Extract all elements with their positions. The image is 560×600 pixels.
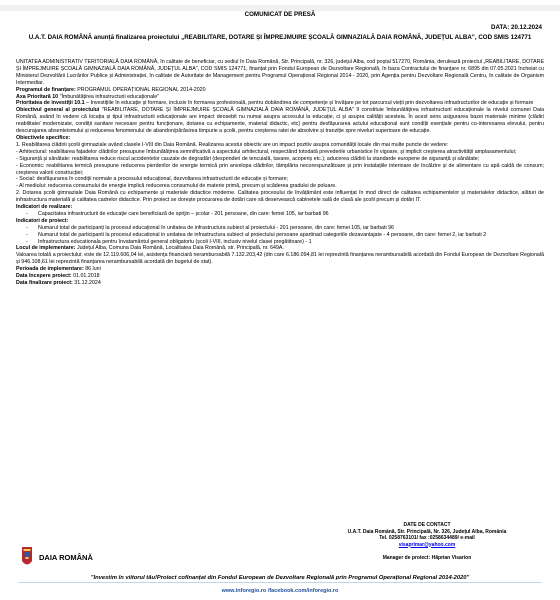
header-area (0, 5, 560, 29)
so1-item: - Arhitectural: reabilitarea fațadelor clădirilor presupune îmbunătățirea semnificativă a aspectului arhitectural, respectând totodată prevederile urbanistice în vigoare, și implicit creșterea atractivității amplasamentului; (16, 148, 517, 155)
document-body (16, 59, 544, 287)
so1-item: - Social: desfășurarea în condiții normale a procesului educațional, dezvoltarea infrastructurii de educație și formare; (16, 176, 289, 183)
coat-of-arms-icon (14, 545, 112, 571)
realization-indicators-label: Indicatori de realizare: (16, 204, 73, 211)
announcement-text: U.A.T. DAIA ROMÂNĂ anunță finalizarea proiectului „REABILITARE, DOTARE ȘI ÎMPREJMUIRE ȘCOALĂ GIMNAZIALĂ DAIA ROMÂNĂ, JUDEȚUL ALBA”, COD SMIS 124771 (28, 34, 532, 41)
project-manager: Manager de proiect: Hăprian Visarion (382, 554, 472, 561)
realization-item: - Capacitatea infrastructurii de educație care beneficiază de sprijin – școlar - 201 persoane, din care: femei 105, iar barbati 96 (16, 211, 544, 218)
start-value: 01.01.2018 (71, 273, 100, 280)
daia-romana-logo (14, 545, 112, 571)
end-value: 31.12.2024 (72, 280, 101, 286)
general-objective-line (16, 107, 544, 135)
general-objective-label: Obiectivul general al proiectului (16, 107, 100, 114)
location-label: Locul de implementare: (16, 245, 76, 252)
document-title: COMUNICAT DE PRESĂ (244, 11, 316, 18)
so1-item: - Siguranță și sănătate: reabilitarea reduce riscul accidentelor cauzate de degradări (desprinderi de tencuială, tavane, acoperiș etc.); aducerea clădirii la standarde europene de siguranță și sănătate; (16, 155, 480, 162)
program-label: Programul de finanțare: (16, 86, 76, 93)
axis-line (16, 94, 544, 101)
contact-block (296, 522, 558, 561)
program-value: PROGRAMUL OPERAȚIONAL REGIONAL 2014-2020 (75, 86, 206, 93)
value-paragraph: Valoarea totală a proiectului: este de 12.119.606,04 lei, asistența financiară nerambursabilă 7.132.203,42 (din care 6.186.094,81 lei reprezintă finanțarea nerambursabilă acordată din Fondul European de Dezvoltare Regională și 946.108,61 lei reprezintă finanțarea nerambursabilă acordată din bugetul de stat). (16, 252, 544, 266)
email-link[interactable]: visaprimar@yahoo.com (398, 541, 456, 548)
period-label: Perioada de implementare: (16, 266, 84, 273)
document-date: DATA: 20.12.2024 (490, 24, 542, 31)
contact-line (296, 535, 558, 548)
general-objective-value: "REABILITARE, DOTARE ȘI ÎMPREJMUIRE ȘCOALĂ GIMNAZIALĂ DAIA ROMÂNĂ, JUDEȚUL ALBA" îl constituie îmbunătățirea infrastructurii educaționale la nivelul comunei Daia Română, având în vedere că locația și tipul infrastructurii educaționale are impact deosebit nu numai asupra accesului la educație, ci și asupra calității acesteia. În acest sens asigurarea bazei materiale minime (clădiri reabilitate/ modernizate, condiții sanitare necesare pentru funcționare, dotarea cu echipamente, material didactic, etc) pentru desfășurarea actului educațional sunt condiții esențiale pentru co-interesarea elevului, pentru descurajarea absenteismului și reducerea fenomenului de abandon/părăsirea timpurie a școlii, pentru creșterea ratei de absolvire și tranziție spre niveluri superioare de educație. (16, 107, 545, 135)
footer-links[interactable]: www.inforegio.ro /facebook.com/inforegio.ro (221, 588, 339, 594)
slogan-text: "Investim în viitorul tău!Proiect cofinanțat din Fondul European de Dezvoltare Regională prin Programul Operațional Regional 2014-2020" (90, 575, 470, 581)
specific-objectives-label: Obiectivele specifice: (16, 134, 71, 141)
period-value: 86 luni (83, 266, 101, 273)
program-line (16, 87, 544, 94)
logo-text: DAIA ROMÂNĂ (39, 553, 93, 562)
contact-address: U.A.T. Daia Română, Str. Principală, Nr. 326, Județul Alba, România (347, 528, 507, 535)
contact-title: DATE DE CONTACT (403, 522, 451, 528)
contact-phone: Tel. 0258763101/ fax :0258634489/ e-mail (379, 535, 475, 541)
footer-divider (18, 582, 542, 583)
location-line (16, 245, 544, 252)
project-indicators-label: Indicatori de proiect: (16, 217, 69, 224)
specific-objective-2: 2. Dotarea școlii gimnaziale Daia Română cu echipamente și materiale didactice moderne. Calitatea procesului de învățământ este influențat în mod direct de calitatea echipamentelor și materialelor didactice, alături de infrastructura materială și calitatea cadrelor didactice. Prin proiect se dorește procurarea de dotări care să deservească cabinetele sală de clasă ale școlii precum și dotări IT. (16, 190, 544, 204)
investment-label: Prioritatea de investiții 10.1 (16, 100, 85, 107)
so1-item: - Al mediului: reducerea consumului de energie implică reducerea consumului de materie primă, precum și scăderea gradului de poluare. (16, 183, 337, 190)
end-line (16, 280, 544, 287)
project-item: - Numarul total de participanți la procesul educațional în unitatea de infrastructura subiect al proiectului - 201 persoane, din care: femei 105, iar barbati 96 (16, 225, 544, 232)
so1-item: - Economic: reabilitarea termică presupune reducerea pierderilor de energie termică prin anvelopa clădirilor, tâmplăria necorespunzătoare și prin instalațiile interioare de încălzire și de alimentare cu apă caldă de consum; creșterea valorii construcției; (16, 162, 544, 176)
intro-paragraph: UNITATEA ADMINISTRATIV TERITORIALĂ DAIA ROMÂNĂ, în calitate de beneficiar, cu sediul în Daia Română, Str. Principală, nr. 326, județul Alba, cod poștal 517270, România, derulează proiectul „REABILITARE, DOTARE ȘI ÎMPREJMUIRE ȘCOALĂ GIMNAZIALĂ DAIA ROMÂNĂ, JUDEȚUL ALBA”, COD SMIS 124771, finanțat prin Fondul European de Dezvoltare Regională, în baza Contractului de finanțare nr. 6895 din 07.05.2021 încheiat cu Ministerul Dezvoltării Lucrărilor Publice și Administrației, în calitate de Autoritate de Management pentru Programul Operațional Regional 2014 - 2020, prin Agenția pentru Dezvoltare Regională Centru, în calitate de Organism Intermediar. (16, 59, 544, 86)
project-item: - Numarul total de participanti la procesul educational in unitatea de infrastructura subiect al proiectului persoane apartinad categoriile dezavantajate - 4 persoane, din care: femei 2, iar barbati 2 (16, 232, 544, 239)
investment-value: – Investițiile în educație și formare, inclusiv în formarea profesională, pentru dobândirea de competențe și învățare pe tot parcursul vieții prin dezvoltarea infrastructurilor de educație și formare (84, 100, 534, 107)
end-label: Data finalizare proiect: (16, 280, 73, 286)
specific-objective-1: 1. Reabilitarea clădirii școlii gimnaziale având clasele I-VIII din Daia Română. Realizarea acestui obiectiv are un impact pozitiv asupra comunității locale din mai multe puncte de vedere: (16, 141, 449, 148)
start-label: Data începere proiect: (16, 273, 72, 280)
period-line (16, 266, 544, 273)
axis-label: Axa Prioritară 10 (16, 93, 59, 100)
start-line (16, 273, 544, 280)
location-value: Județul Alba, Comuna Daia Română, Localitatea Daia Română, str. Principală, nr. 649A. (75, 245, 284, 252)
project-item: - Infrastructura educationala pentru învatamântul general obligatoriu (școli I-VIII, inclusiv nivelul clasei pregătitoare) - 1 (16, 239, 544, 246)
axis-value: "Îmbunătățirea infrastructurii educaționale" (58, 93, 160, 100)
